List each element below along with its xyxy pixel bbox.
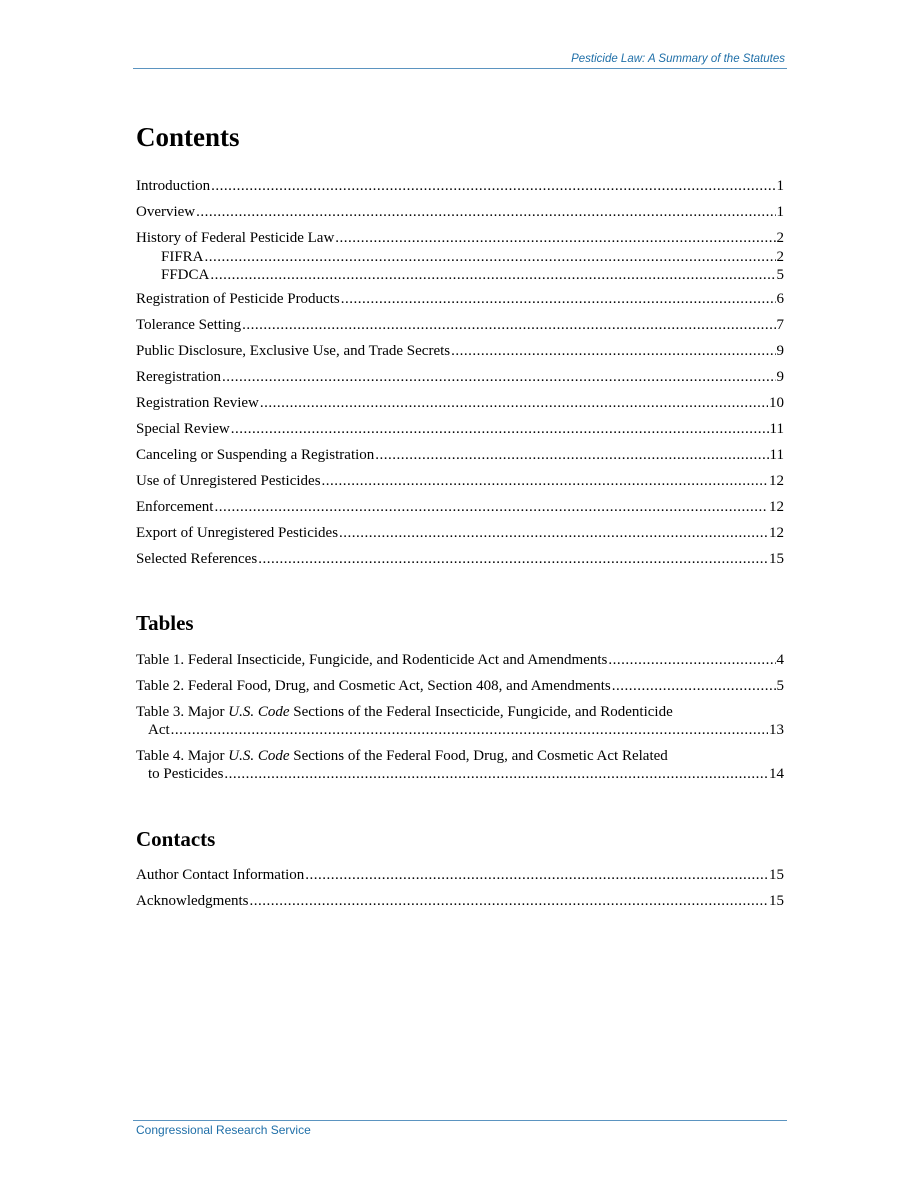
contact-entry-acknowledgments[interactable] xyxy=(136,892,784,910)
toc-entry-registration[interactable] xyxy=(136,290,784,308)
dot-leader xyxy=(260,394,768,412)
contact-entry-author[interactable] xyxy=(136,866,784,884)
toc-entry-disclosure[interactable] xyxy=(136,342,784,360)
toc-entry-label: Table 1. Federal Insecticide, Fungicide, and Rodenticide Act and Amendments xyxy=(136,652,608,668)
dot-leader xyxy=(224,765,768,783)
toc-entry-page: 6 xyxy=(776,291,784,307)
toc-entry-page: 10 xyxy=(769,395,784,411)
table-entry-4[interactable] xyxy=(136,747,784,783)
toc-entry-enforcement[interactable] xyxy=(136,498,784,516)
tables-list xyxy=(136,651,784,783)
toc-entry-references[interactable] xyxy=(136,550,784,568)
toc-entry-page: 15 xyxy=(769,893,784,909)
dot-leader xyxy=(341,290,776,308)
toc-entry-page: 5 xyxy=(776,678,784,694)
dot-leader xyxy=(196,203,775,221)
toc-entry-label: Registration Review xyxy=(136,395,259,411)
label-text: Table 4. Major xyxy=(136,748,229,764)
toc-entry-page: 12 xyxy=(769,499,784,515)
toc-entry-page: 1 xyxy=(776,178,784,194)
dot-leader xyxy=(258,550,768,568)
toc-entry-label-line2 xyxy=(136,721,784,739)
running-header: Pesticide Law: A Summary of the Statutes xyxy=(571,53,785,65)
toc-entry-label: Reregistration xyxy=(136,369,221,385)
tables-heading: Tables xyxy=(136,611,194,635)
toc-entry-page: 2 xyxy=(776,230,784,246)
toc-entry-page: 4 xyxy=(776,652,784,668)
toc-entry-fifra[interactable] xyxy=(136,249,784,266)
toc-entry-reregistration[interactable] xyxy=(136,368,784,386)
toc-entry-canceling[interactable] xyxy=(136,446,784,464)
toc-entry-label: Special Review xyxy=(136,421,230,437)
dot-leader xyxy=(214,498,768,516)
dot-leader xyxy=(211,177,775,195)
label-text: Sections of the Federal Food, Drug, and Cosmetic Act Related xyxy=(289,748,668,764)
toc-entry-unregistered-use[interactable] xyxy=(136,472,784,490)
header-rule xyxy=(133,68,787,69)
table-entry-2[interactable] xyxy=(136,677,784,695)
toc-entry-label: Introduction xyxy=(136,178,211,194)
dot-leader xyxy=(249,892,768,910)
toc-entry-label-line1 xyxy=(136,703,784,721)
toc-entry-label: Acknowledgments xyxy=(136,893,249,909)
dot-leader xyxy=(210,267,775,284)
toc-entry-page: 2 xyxy=(776,249,784,265)
dot-leader xyxy=(222,368,776,386)
toc-entry-label: Public Disclosure, Exclusive Use, and Trade Secrets xyxy=(136,343,451,359)
toc-entry-introduction[interactable] xyxy=(136,177,784,195)
toc-entry-label: Author Contact Information xyxy=(136,867,305,883)
toc-entry-label-line2 xyxy=(136,765,784,783)
toc-entry-page: 15 xyxy=(769,551,784,567)
dot-leader xyxy=(608,651,775,669)
toc-entry-page: 15 xyxy=(769,867,784,883)
toc-entry-history[interactable] xyxy=(136,229,784,247)
dot-leader xyxy=(375,446,768,464)
toc-entry-page: 1 xyxy=(776,204,784,220)
toc-entry-page: 9 xyxy=(776,369,784,385)
dot-leader xyxy=(612,677,776,695)
toc-entry-label: Table 2. Federal Food, Drug, and Cosmetic Act, Section 408, and Amendments xyxy=(136,678,611,694)
toc-entry-label: Selected References xyxy=(136,551,258,567)
footer-publisher: Congressional Research Service xyxy=(136,1123,311,1137)
dot-leader xyxy=(205,249,776,266)
label-italic-text: U.S. Code xyxy=(228,748,290,764)
label-italic-text: U.S. Code xyxy=(228,704,290,720)
toc-entry-label: Registration of Pesticide Products xyxy=(136,291,340,307)
toc-entry-label-line1 xyxy=(136,747,784,765)
toc-entry-ffdca[interactable] xyxy=(136,267,784,284)
contents-heading: Contents xyxy=(136,122,240,152)
dot-leader xyxy=(451,342,775,360)
toc-entry-label: History of Federal Pesticide Law xyxy=(136,230,335,246)
toc-entry-label: Canceling or Suspending a Registration xyxy=(136,447,375,463)
dot-leader xyxy=(339,524,768,542)
dot-leader xyxy=(171,721,768,739)
toc-entry-export[interactable] xyxy=(136,524,784,542)
toc-entry-page: 12 xyxy=(769,525,784,541)
contacts-list xyxy=(136,866,784,910)
toc-entry-label: Overview xyxy=(136,204,196,220)
toc-entry-tolerance[interactable] xyxy=(136,316,784,334)
dot-leader xyxy=(335,229,775,247)
label-text: Table 3. Major xyxy=(136,704,229,720)
toc-entry-label: FFDCA xyxy=(161,267,210,283)
toc-entry-overview[interactable] xyxy=(136,203,784,221)
toc-entry-label: Export of Unregistered Pesticides xyxy=(136,525,339,541)
toc-entry-page: 9 xyxy=(776,343,784,359)
toc-entry-label: Enforcement xyxy=(136,499,214,515)
contacts-heading: Contacts xyxy=(136,827,216,851)
toc-entry-page: 14 xyxy=(769,766,784,782)
dot-leader xyxy=(305,866,768,884)
toc-entry-page: 11 xyxy=(769,447,784,463)
toc-entry-label: Use of Unregistered Pesticides xyxy=(136,473,321,489)
toc-entry-registration-review[interactable] xyxy=(136,394,784,412)
footer-rule xyxy=(133,1120,787,1121)
label-text: Sections of the Federal Insecticide, Fungicide, and Rodenticide xyxy=(289,704,673,720)
toc-entry-page: 5 xyxy=(776,267,784,283)
toc-entry-page: 7 xyxy=(776,317,784,333)
table-entry-3[interactable] xyxy=(136,703,784,739)
contents-list xyxy=(136,177,784,568)
toc-entry-label: Tolerance Setting xyxy=(136,317,242,333)
toc-entry-label: FIFRA xyxy=(161,249,204,265)
toc-entry-label: to Pesticides xyxy=(148,766,224,782)
toc-entry-page: 12 xyxy=(769,473,784,489)
dot-leader xyxy=(231,420,769,438)
table-entry-1[interactable] xyxy=(136,651,784,669)
toc-entry-label: Act xyxy=(148,722,170,738)
toc-entry-page: 13 xyxy=(769,722,784,738)
dot-leader xyxy=(322,472,768,490)
dot-leader xyxy=(242,316,775,334)
toc-entry-special-review[interactable] xyxy=(136,420,784,438)
toc-entry-page: 11 xyxy=(769,421,784,437)
